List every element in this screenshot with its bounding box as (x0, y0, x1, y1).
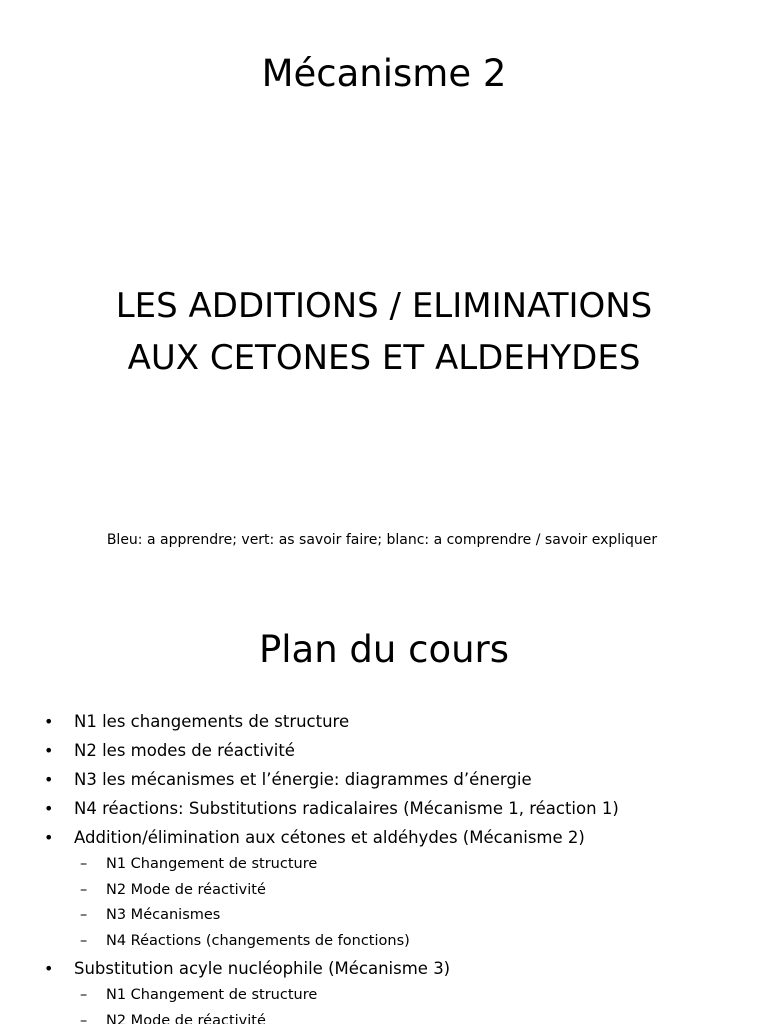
plan-item-label: N4 réactions: Substitutions radicalaires (Mécanisme 1, réaction 1) (74, 799, 619, 818)
dash-icon: – (80, 932, 88, 949)
plan-item (44, 765, 619, 794)
plan-subitem-label: N1 Changement de structure (106, 856, 318, 872)
plan-subitem (74, 878, 619, 904)
plan-subitem (74, 1009, 619, 1024)
plan-item-label: Addition/élimination aux cétones et aldéhydes (Mécanisme 2) (74, 828, 585, 847)
plan-title: Plan du cours (258, 628, 510, 671)
bullet-icon: • (44, 828, 54, 847)
plan-item-label: N2 les modes de réactivité (74, 741, 295, 760)
plan-item-label: N1 les changements de structure (74, 712, 350, 731)
plan-item (44, 823, 619, 954)
dash-icon: – (80, 881, 88, 898)
bullet-icon: • (44, 770, 54, 789)
slide-title-text: Mécanisme 2 (261, 52, 507, 95)
plan-list (44, 707, 619, 1024)
bullet-icon: • (44, 712, 54, 731)
plan-item (44, 794, 619, 823)
plan-subitem-label: N2 Mode de réactivité (106, 881, 266, 898)
color-legend: Bleu: a apprendre; vert: as savoir faire; blanc: a comprendre / savoir expliquer (106, 532, 658, 548)
chapter-heading-line-2: AUX CETONES ET ALDEHYDES (127, 338, 641, 378)
plan-subitem (74, 983, 619, 1009)
dash-icon: – (80, 1012, 88, 1024)
bullet-icon: • (44, 741, 54, 760)
plan-subitem (74, 903, 619, 929)
chapter-heading-line-1: LES ADDITIONS / ELIMINATIONS (115, 286, 653, 326)
plan-subitem-label: N3 Mécanismes (106, 907, 221, 923)
chapter-heading (40, 280, 728, 384)
slide-plan (0, 576, 768, 1024)
plan-item (44, 736, 619, 765)
plan-item (44, 954, 619, 1024)
plan-subitem-label: N4 Réactions (changements de fonctions) (106, 932, 410, 949)
plan-subitem (74, 852, 619, 878)
plan-sublist (74, 983, 619, 1024)
plan-item (44, 707, 619, 736)
plan-subitem (74, 929, 619, 955)
plan-sublist (74, 852, 619, 954)
dash-icon: – (80, 907, 88, 923)
bullet-icon: • (44, 959, 54, 978)
bullet-icon: • (44, 799, 54, 818)
plan-item-label: N3 les mécanismes et l’énergie: diagrammes d’énergie (74, 770, 532, 789)
plan-item-label: Substitution acyle nucléophile (Mécanisme 3) (74, 959, 451, 978)
plan-subitem-label: N1 Changement de structure (106, 987, 318, 1003)
plan-subitem-label: N2 Mode de réactivité (106, 1012, 266, 1024)
dash-icon: – (80, 856, 88, 872)
dash-icon: – (80, 987, 88, 1003)
